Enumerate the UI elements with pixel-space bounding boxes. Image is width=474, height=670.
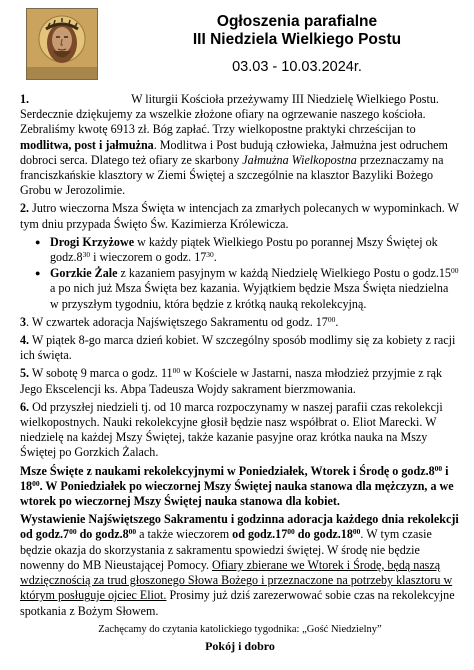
- list-item: ● Drogi Krzyżowe w każdy piątek Wielkiego Postu po porannej Mszy Świętej ok $godz.8^{30}$ i wieczorem o godz. $17^{30}$.: [50, 235, 460, 265]
- announcement-3: 3. W czwartek adoracja Najświętszego Sakramentu od godz. $17^{00}$.: [20, 314, 339, 329]
- bullet-list: [20, 235, 460, 312]
- announcement-5: 5. W sobotę 9 marca o godz. $11^{00}$ w Kościele w Jastarni, nasza młodzież przyjmie z rąk Jego Ekscelencji ks. Abpa Tadeusza Wojdy sakrament bierzmowania.: [20, 366, 443, 396]
- date-range: 03.03 - 10.03.2024r.: [232, 59, 362, 75]
- announcement-1: 1. W liturgii Kościoła przeżywamy III Niedzielę Wielkiego Postu. Serdecznie dziękujemy za wszelkie złożone ofiary na ogrzewanie naszego kościoła. Zebraliśmy kwotę 6913 zł. Bóg zapłać. Trzy wielkopostne praktyki chrześcijan to modlitwa, post i jałmużna. Modlitwa i Post budują człowieka, Jałmużna jest odruchem dobroci serca. Dlatego też ofiary ze skarbony Jałmużna Wielkopostna przeznaczamy na franciszkańskie klasztory w Ziemi Świętej a szczególnie na klasztor Bazyliki Bożego Grobu w Jerozolimie.: [20, 92, 448, 198]
- header: [0, 0, 474, 92]
- number: 5.: [20, 366, 30, 381]
- announcement-6: 6. Od przyszłej niedzieli tj. od 10 marca rozpoczynamy w naszej parafii czas rekolekcji wielkopostnych. Nauki rekolekcyjne głosił będzie nasz współbrat o. Eliot Marecki. W niedzielę na każdej Mszy Świętej, także kazanie pasyjne oraz krótka nauka na Mszy Świętej po Gorzkich Żalach.: [20, 399, 443, 460]
- number: 1.: [20, 92, 30, 106]
- retreat-adoration: Wystawienie Najświętszego Sakramentu i godzinna adoracja każdego dnia rekolekcji od $godz.7^{00}$ do $godz.8^{00}$ a także wieczorem od $godz.17^{00}$ do $godz.18^{00}$. W tym czasie będzie okazja do skorzystania z sakramentu spowiedzi świętej. W środę nie będzie nowenny do MB Nieustającej Pomocy. Ofiary zbierane we Wtorek i Środę, będą naszą wdzięcznością za trud głoszonego Słowa Bożego i przeznaczone na potrzeby klasztoru w którym posługuje ojciec Eliot. Prosimy już dziś zarezerwować sobie czas na rekolekcyjne spotkania z Bożym Słowem.: [20, 512, 459, 618]
- number: 4.: [20, 333, 30, 348]
- footer-closing: Pokój i dobro: [205, 638, 275, 653]
- announcement-2: 2. Jutro wieczorna Msza Święta w intencjach za zmarłych polecanych w wypominkach. W tym dniu przypada Święto Św. Kazimierza Królewicza.: [20, 201, 459, 231]
- number: 6.: [20, 399, 30, 414]
- number: 3: [20, 314, 27, 329]
- title-line-1: Ogłoszenia parafialne: [216, 13, 378, 30]
- number: 2.: [20, 201, 30, 216]
- title-line-2: III Niedziela Wielkiego Postu: [192, 31, 402, 48]
- christ-crown-of-thorns-icon: [26, 8, 98, 80]
- footer-note: Zachęcamy do czytania katolickiego tygodnika: „Gość Niedzielny”: [98, 623, 382, 635]
- offerings-note: Ofiary zbierane we Wtorek i Środę, będą naszą wdzięcznością za trud głoszonego Słowa Bożego i przeznaczone na potrzeby klasztoru w którym posługuje ojciec Eliot.: [20, 557, 453, 603]
- announcements: [20, 92, 460, 654]
- announcement-4: 4. W piątek 8-go marca dzień kobiet. W szczególny sposób modlimy się za kobiety z racji ich święta.: [20, 333, 456, 363]
- retreat-masses: Msze Święte z naukami rekolekcyjnymi w Poniedziałek, Wtorek i Środę o $godz.8^{00}$ i $18^{00}$. W Poniedziałek po wieczornej Mszy Świętej nauka stanowa dla mężczyzn, a we wtorek po wieczornej Mszy Świętej nauka stanowa dla kobiet.: [20, 463, 454, 509]
- list-item: ● Gorzkie Żale z kazaniem pasyjnym w każdą Niedzielę Wielkiego Postu o $godz.15^{00}$ a po nich już Msza Święta bez kazania. Wyjątkiem będzie Msza Święta niedzielna w przyszłym tygodniu, która będzie z krótką nauką rekolekcyjną.: [50, 266, 460, 312]
